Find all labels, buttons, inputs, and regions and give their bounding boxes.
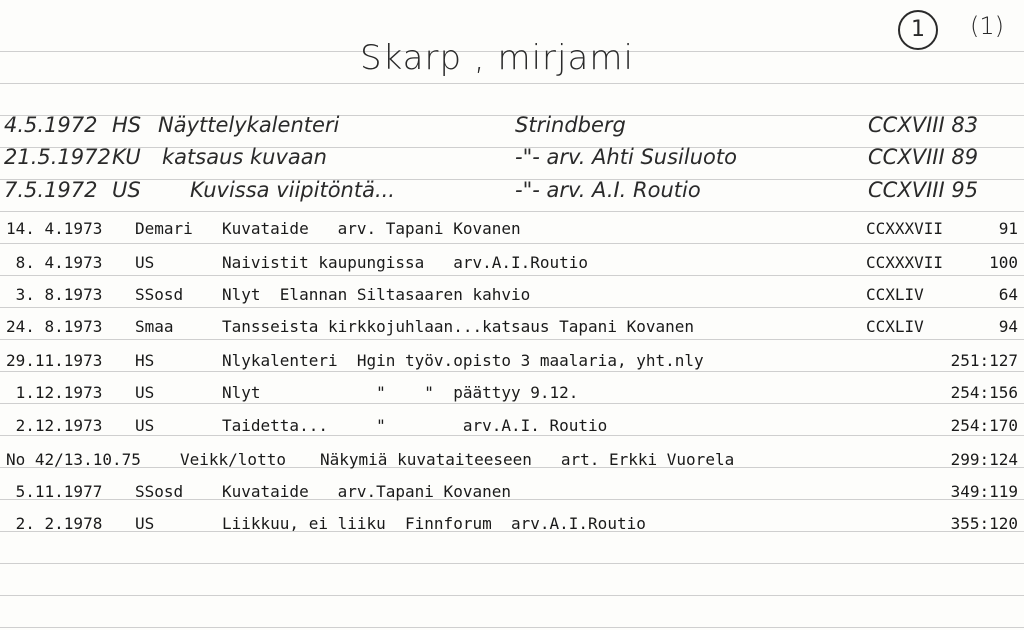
entry-date: 2. 2.1978 <box>6 514 103 533</box>
entry-date: 4.5.1972 <box>4 113 98 137</box>
entry-date: 21.5.1972 <box>4 145 111 169</box>
card-number-parenthesized: (1) <box>970 12 1004 40</box>
entry-reference: CCXVIII 95 <box>868 178 979 202</box>
entry-source: HS <box>135 351 155 370</box>
entry-source: KU <box>112 145 141 169</box>
entry-date: 8. 4.1973 <box>6 253 103 272</box>
entry-date: 14. 4.1973 <box>6 219 103 238</box>
person-name-heading: Skarp , mirjami <box>360 38 634 78</box>
entry-reference: CCXVIII 89 <box>868 145 979 169</box>
entry-note: Strindberg <box>515 113 626 137</box>
entry-source: US <box>135 383 155 402</box>
entry-date: 24. 8.1973 <box>6 317 103 336</box>
entry-volume: CCXXXVII <box>866 219 944 238</box>
entry-source: US <box>135 416 155 435</box>
entry-source: SSosd <box>135 482 184 501</box>
entry-source: US <box>112 178 141 202</box>
entry-text: Näkymiä kuvataiteeseen art. Erkki Vuorela <box>320 450 735 469</box>
entry-text: Kuvataide arv.Tapani Kovanen <box>222 482 511 501</box>
entry-volume: CCXXXVII <box>866 253 944 272</box>
entry-page: 299:124 <box>950 450 1018 469</box>
entry-date: 7.5.1972 <box>4 178 98 202</box>
entry-source: US <box>135 253 155 272</box>
entry-source: Veikk/lotto <box>180 450 286 469</box>
entry-source: HS <box>112 113 142 137</box>
entry-date: No 42/13.10.75 <box>6 450 141 469</box>
entry-text: Tansseista kirkkojuhlaan...katsaus Tapani Kovanen <box>222 317 695 336</box>
entry-text: Liikkuu, ei liiku Finnforum arv.A.I.Routio <box>222 514 646 533</box>
entry-source: SSosd <box>135 285 184 304</box>
entry-text: Nlyt " " päättyy 9.12. <box>222 383 579 402</box>
entry-note: -"- arv. Ahti Susiluoto <box>515 145 737 169</box>
entry-page: 254:170 <box>950 416 1018 435</box>
entry-page: 94 <box>998 317 1018 336</box>
card-number-circled: 1 <box>898 10 938 50</box>
entry-page: 254:156 <box>950 383 1018 402</box>
entry-date: 5.11.1977 <box>6 482 103 501</box>
entry-page: 349:119 <box>950 482 1018 501</box>
entry-title: katsaus kuvaan <box>162 145 327 169</box>
entry-page: 91 <box>998 219 1018 238</box>
entry-text: Naivistit kaupungissa arv.A.I.Routio <box>222 253 589 272</box>
entry-source: Smaa <box>135 317 174 336</box>
entry-text: Kuvataide arv. Tapani Kovanen <box>222 219 521 238</box>
entry-page: 64 <box>998 285 1018 304</box>
entry-text: Taidetta... " arv.A.I. Routio <box>222 416 608 435</box>
entry-text: Nlyt Elannan Siltasaaren kahvio <box>222 285 531 304</box>
entry-note: -"- arv. A.I. Routio <box>515 178 701 202</box>
entry-date: 1.12.1973 <box>6 383 103 402</box>
entry-date: 3. 8.1973 <box>6 285 103 304</box>
entry-date: 2.12.1973 <box>6 416 103 435</box>
entry-volume: CCXLIV <box>866 285 924 304</box>
entry-reference: CCXVIII 83 <box>868 113 979 137</box>
entry-volume: CCXLIV <box>866 317 924 336</box>
entry-title: Näyttelykalenteri <box>158 113 340 137</box>
entry-source: US <box>135 514 155 533</box>
entry-page: 355:120 <box>950 514 1018 533</box>
entry-title: Kuvissa viipitöntä... <box>190 178 395 202</box>
entry-page: 251:127 <box>950 351 1018 370</box>
entry-source: Demari <box>135 219 193 238</box>
entry-text: Nlykalenteri Hgin työv.opisto 3 maalaria, yht.nly <box>222 351 704 370</box>
entry-page: 100 <box>989 253 1018 272</box>
entry-date: 29.11.1973 <box>6 351 103 370</box>
